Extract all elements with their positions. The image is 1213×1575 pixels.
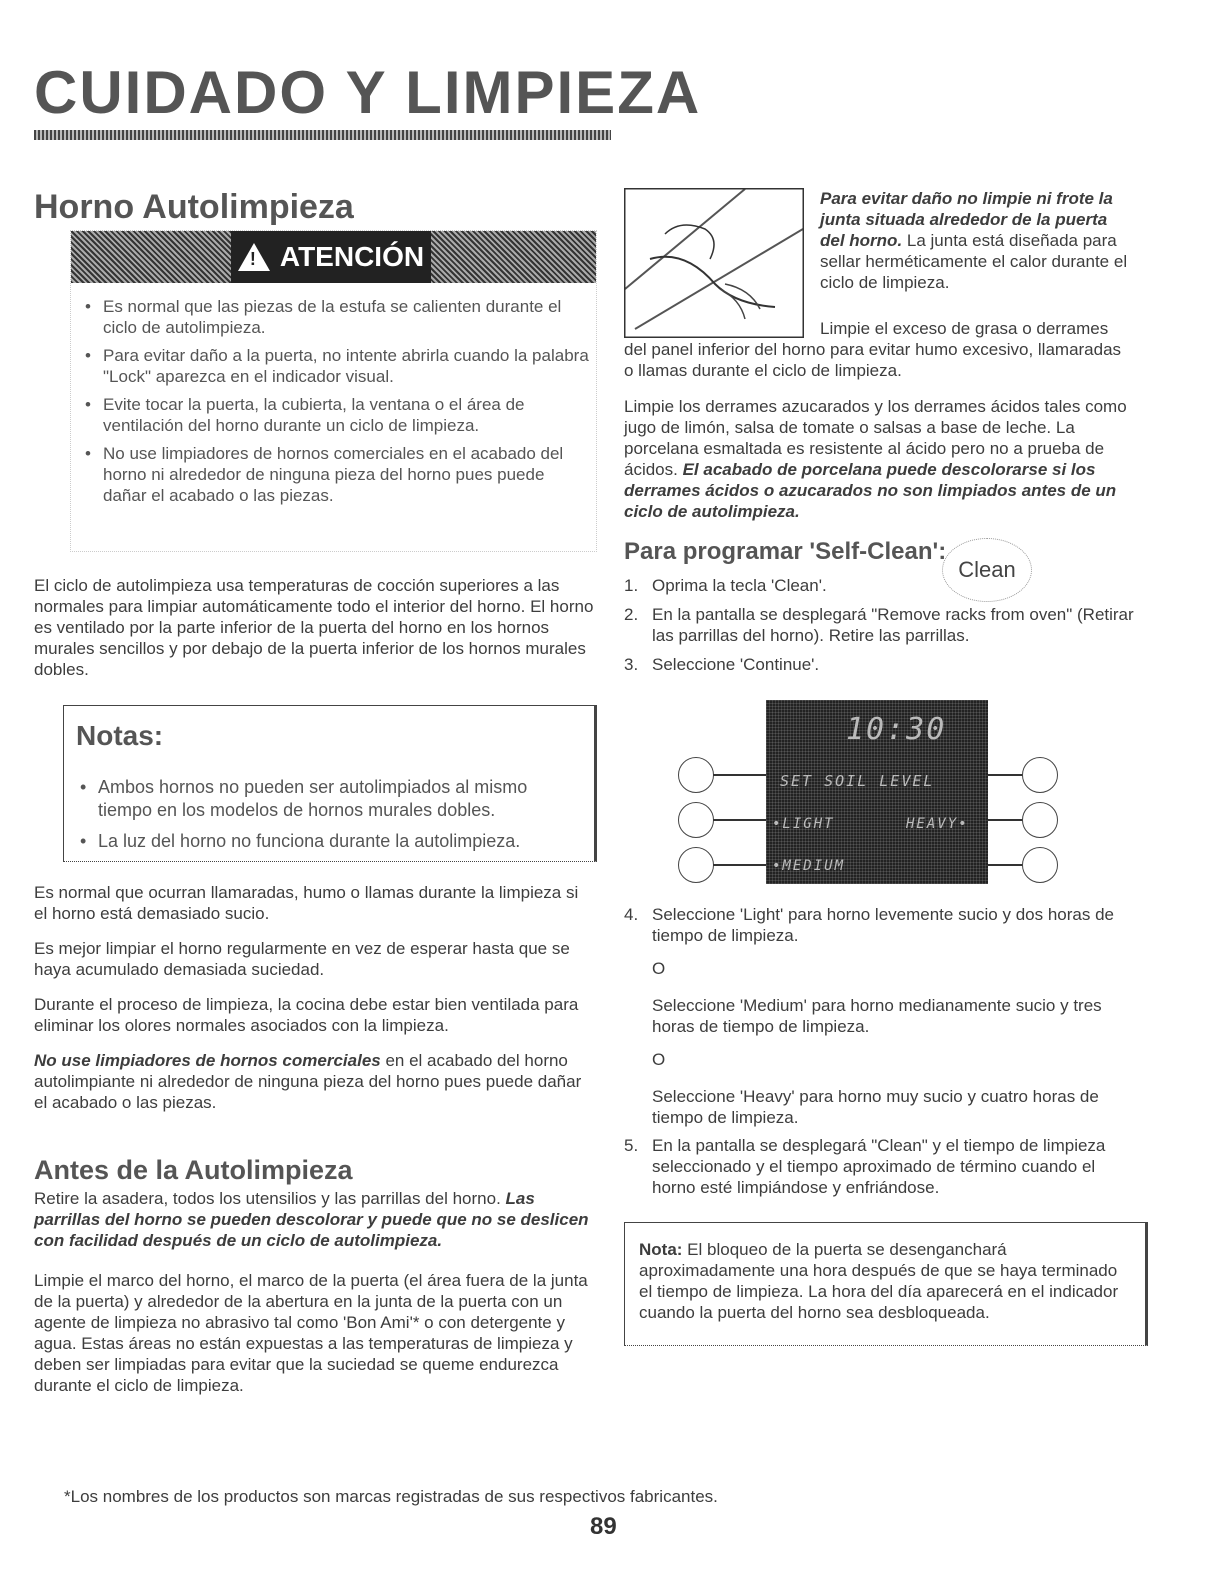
- program-heading: Para programar 'Self-Clean':: [624, 538, 947, 565]
- display-medium: •MEDIUM: [772, 858, 846, 874]
- no-cleaners-text: en el acabado del horno autolimpiante ni alrededor de ninguna pieza del horno pues puede dañar el acabado o las piezas.: [34, 1051, 582, 1112]
- page-title: CUIDADO Y LIMPIEZA: [34, 59, 702, 126]
- left-button-1[interactable]: [678, 757, 714, 793]
- clean-key[interactable]: Clean: [942, 538, 1032, 602]
- section-heading-self-clean: Horno Autolimpieza: [34, 188, 354, 226]
- warning-icon: !: [238, 243, 270, 271]
- paragraph-ventilation: Durante el proceso de limpieza, la cocina debe estar bien ventilada para eliminar los olores normales asociados con la limpieza.: [34, 995, 579, 1035]
- warning-box: [70, 230, 597, 552]
- step-4-or: O: [652, 1050, 666, 1069]
- no-cleaners-emphasis: No use limpiadores de hornos comerciales: [34, 1051, 381, 1070]
- paragraph-grease: Limpie el exceso de grasa o derrames del panel inferior del horno para evitar humo excesivo, llamaradas o llamas durante el ciclo de limpieza.: [624, 319, 1122, 380]
- warning-banner: [71, 231, 596, 283]
- title-rule: [34, 130, 611, 140]
- step-4-number: 4.: [624, 905, 639, 924]
- right-button-1[interactable]: [1022, 757, 1058, 793]
- notes-box: [63, 705, 597, 862]
- note-item: • La luz del horno no funciona durante la autolimpieza.: [76, 830, 586, 853]
- step-item: 3. Seleccione 'Continue'.: [624, 655, 820, 674]
- paragraph-regular-cleaning: Es mejor limpiar el horno regularmente en vez de esperar hasta que se haya acumulado demasiada suciedad.: [34, 939, 570, 979]
- display-light: •LIGHT: [772, 816, 835, 832]
- warning-item: • Para evitar daño a la puerta, no intente abrirla cuando la palabra "Lock" aparezca en el indicador visual.: [81, 345, 591, 387]
- display-time: 10:30: [846, 712, 947, 747]
- warning-item: • No use limpiadores de hornos comerciales en el acabado del horno ni alrededor de ninguna pieza del horno pues puede dañar el acabado o las piezas.: [81, 443, 591, 506]
- note-text: Nota: El bloqueo de la puerta se desenganchará aproximadamente una hora después de que se haya terminado el tiempo de limpieza. La hora del día aparecerá en el indicador cuando la puerta del horno sea desbloqueada.: [639, 1240, 1119, 1322]
- racks-text: Retire la asadera, todos los utensilios y las parrillas del horno.: [34, 1189, 506, 1208]
- page-number: 89: [590, 1513, 617, 1540]
- note-label: Nota:: [639, 1240, 683, 1259]
- note-item: • Ambos hornos no pueden ser autolimpiados al mismo tiempo en los modelos de hornos murales dobles.: [76, 776, 586, 822]
- step-5: [624, 1135, 1134, 1198]
- display-heavy: HEAVY•: [906, 816, 969, 832]
- footnote: *Los nombres de los productos son marcas registradas de sus respectivos fabricantes.: [64, 1487, 718, 1506]
- acid-text: Limpie los derrames azucarados y los derrames ácidos tales como jugo de limón, salsa de tomate o salsas a base de leche. La porcelana esmaltada es resistente al ácido pero no a prueba de ácidos.: [624, 397, 1127, 479]
- warning-banner-label: ATENCIÓN: [279, 241, 425, 272]
- step-5-text: En la pantalla se desplegará "Clean" y el tiempo de limpieza seleccionado y el tiempo aproximado de término cuando el horno esté limpiándose y enfriándose.: [652, 1136, 1106, 1197]
- right-button-2[interactable]: [1022, 802, 1058, 838]
- control-panel-illustration: [670, 695, 1070, 890]
- step-item: 2. En la pantalla se desplegará "Remove racks from oven" (Retirar las parrillas del horno). Retire las parrillas.: [624, 605, 1134, 645]
- warning-item: • Evite tocar la puerta, la cubierta, la ventana o el área de ventilación del horno durante un ciclo de limpieza.: [81, 394, 591, 436]
- door-gasket-illustration: [624, 188, 804, 338]
- step-4-medium: Seleccione 'Medium' para horno medianamente sucio y tres horas de tiempo de limpieza.: [652, 996, 1102, 1036]
- paragraph-flames: Es normal que ocurran llamaradas, humo o llamas durante la limpieza si el horno está demasiado sucio.: [34, 883, 579, 923]
- gasket-emphasis: Para evitar daño no limpie ni frote la junta situada alrededor de la puerta del horno.: [820, 189, 1113, 250]
- paragraph-acid: [624, 396, 1134, 522]
- step-4-heavy: Seleccione 'Heavy' para horno muy sucio y cuatro horas de tiempo de limpieza.: [652, 1087, 1099, 1127]
- step-item: 1. Oprima la tecla 'Clean'.: [624, 576, 827, 595]
- right-button-3[interactable]: [1022, 847, 1058, 883]
- acid-emphasis: El acabado de porcelana puede descolorarse si los derrames ácidos o azucarados no son limpiados antes de un ciclo de autolimpieza.: [624, 460, 1117, 521]
- gasket-text: La junta está diseñada para sellar herméticamente el calor durante el ciclo de limpieza.: [820, 231, 1128, 292]
- step-4-light: Seleccione 'Light' para horno levemente sucio y dos horas de tiempo de limpieza.: [652, 905, 1114, 945]
- intro-paragraph: El ciclo de autolimpieza usa temperaturas de cocción superiores a las normales para limpiar automáticamente todo el interior del horno. El horno es ventilado por la parte inferior de la puerta del horno en los hornos murales sencillos y por debajo de la puerta inferior de los hornos murales dobles.: [34, 576, 594, 679]
- section-heading-before: Antes de la Autolimpieza: [34, 1155, 353, 1185]
- paragraph-gasket: [820, 188, 1132, 293]
- racks-emphasis: Las parrillas del horno se pueden descolorar y puede que no se deslicen con facilidad después de un ciclo de autolimpieza.: [34, 1189, 589, 1250]
- note-box: [624, 1222, 1148, 1346]
- paragraph-frame-cleaning: Limpie el marco del horno, el marco de la puerta (el área fuera de la junta de la puerta) y alrededor de la abertura en la junta de la puerta con un agente de limpieza no abrasivo tal como 'Bon Ami'* o con detergente y agua. Estas áreas no están expuestas a las temperaturas de limpieza y deben ser limpiadas para evitar que la suciedad se queme endurezca durante el ciclo de limpieza.: [34, 1271, 588, 1395]
- notes-heading: Notas:: [76, 720, 164, 751]
- left-button-3[interactable]: [678, 847, 714, 883]
- warning-item: • Es normal que las piezas de la estufa se calienten durante el ciclo de autolimpieza.: [81, 296, 591, 338]
- step-5-number: 5.: [624, 1136, 639, 1155]
- step-4: [624, 904, 1134, 1128]
- display-set-soil-level: SET SOIL LEVEL: [780, 772, 935, 790]
- paragraph-no-cleaners: [34, 1050, 589, 1113]
- left-button-2[interactable]: [678, 802, 714, 838]
- paragraph-racks: [34, 1188, 594, 1251]
- step-4-or: O: [652, 959, 666, 978]
- display-screen: [766, 700, 988, 884]
